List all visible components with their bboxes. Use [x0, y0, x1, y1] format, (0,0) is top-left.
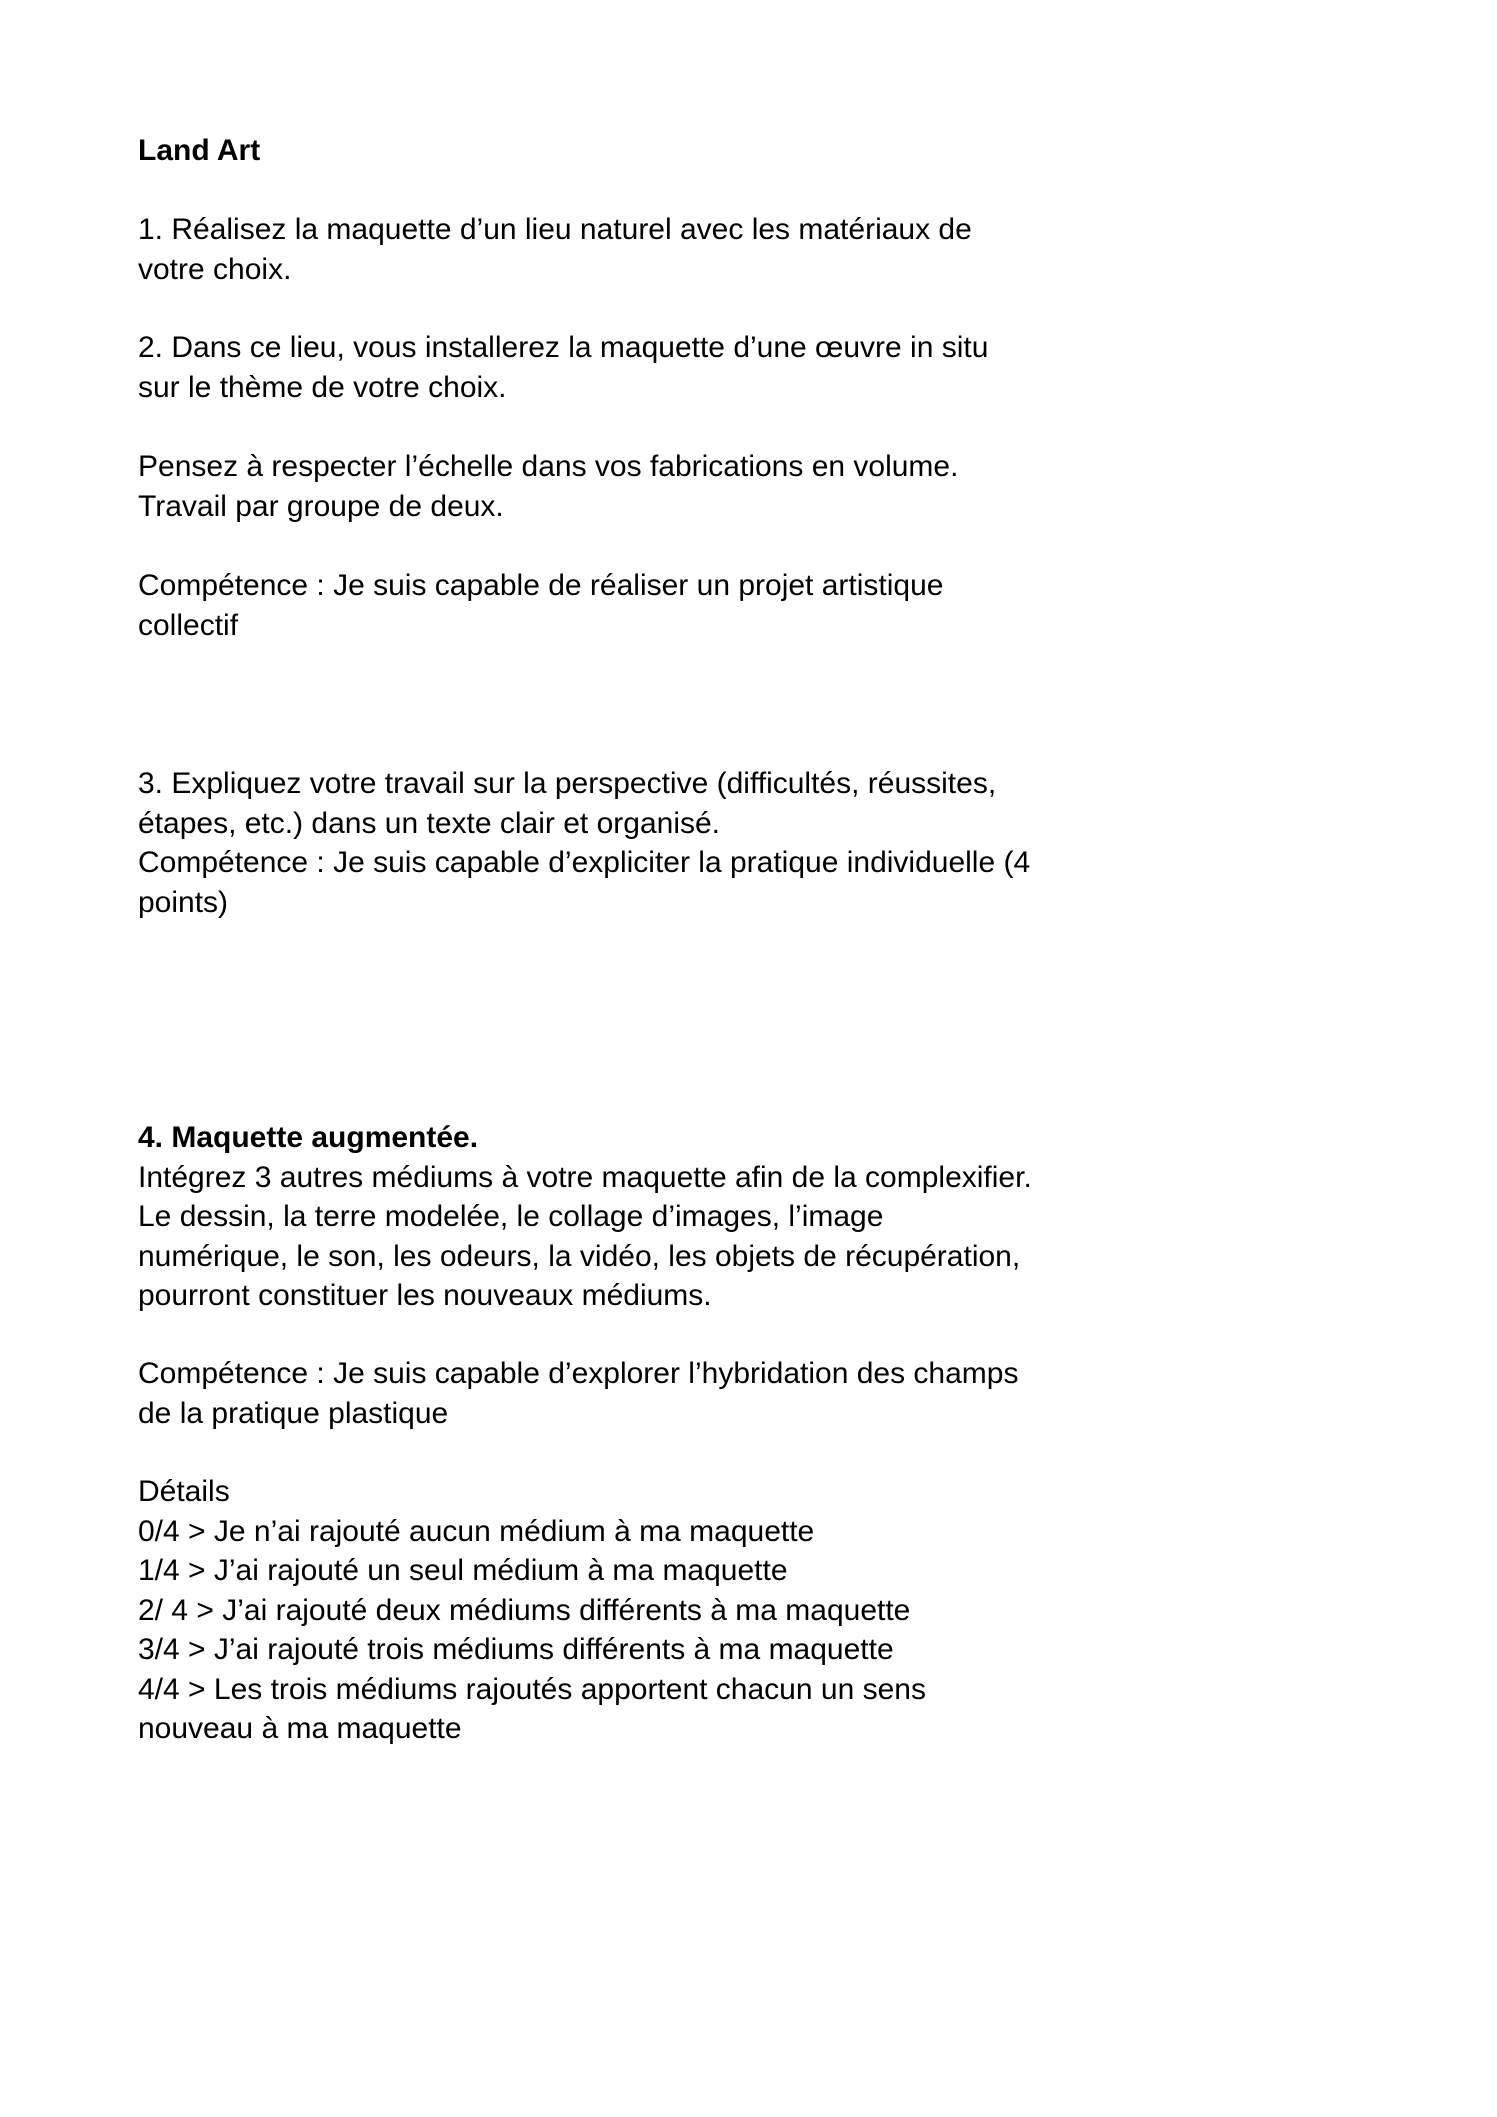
- step-2-line: sur le thème de votre choix.: [138, 370, 507, 404]
- step-2-line: 2. Dans ce lieu, vous installerez la maquette d’une œuvre in situ: [138, 331, 989, 364]
- step-4-line: Intégrez 3 autres médiums à votre maquette afin de la complexifier.: [138, 1160, 1032, 1194]
- step-3: [138, 764, 1138, 922]
- competence-3-line: Compétence : Je suis capable d’explorer l’hybridation des champs: [138, 1357, 1019, 1390]
- details-line: 1/4 > J’ai rajouté un seul médium à ma maquette: [138, 1554, 788, 1587]
- step-4-heading: 4. Maquette augmentée.: [138, 1121, 479, 1154]
- competence-3-line: de la pratique plastique: [138, 1396, 449, 1430]
- step-1-line: 1. Réalisez la maquette d’un lieu naturel avec les matériaux de: [138, 213, 972, 246]
- document-title: Land Art: [138, 134, 261, 167]
- details-line: 3/4 > J’ai rajouté trois médiums différents à ma maquette: [138, 1633, 894, 1666]
- step-4-line: numérique, le son, les odeurs, la vidéo, les objets de récupération,: [138, 1239, 1021, 1273]
- notes-line: Travail par groupe de deux.: [138, 489, 504, 523]
- step-3-line: 3. Expliquez votre travail sur la perspective (difficultés, réussites,: [138, 767, 997, 800]
- details-line: 0/4 > Je n’ai rajouté aucun médium à ma maquette: [138, 1514, 815, 1548]
- step-3-line: points): [138, 885, 229, 919]
- notes: [138, 447, 1138, 526]
- step-1: [138, 210, 1138, 289]
- details-line: 4/4 > Les trois médiums rajoutés apportent chacun un sens: [138, 1672, 926, 1706]
- step-1-line: votre choix.: [138, 252, 292, 286]
- competence-1-line: Compétence : Je suis capable de réaliser un projet artistique: [138, 569, 944, 602]
- step-4-line: Le dessin, la terre modelée, le collage d’images, l’image: [138, 1200, 884, 1233]
- step-3-line: étapes, etc.) dans un texte clair et organisé.: [138, 806, 720, 840]
- details-line: 2/ 4 > J’ai rajouté deux médiums différents à ma maquette: [138, 1593, 911, 1627]
- step-2: [138, 328, 1138, 407]
- step-4-line: pourront constituer les nouveaux médiums.: [138, 1279, 712, 1312]
- competence-3: [138, 1354, 1138, 1433]
- competence-1-line: collectif: [138, 608, 239, 642]
- step-3-line: Compétence : Je suis capable d’expliciter la pratique individuelle (4: [138, 846, 1031, 879]
- notes-line: Pensez à respecter l’échelle dans vos fabrications en volume.: [138, 450, 959, 483]
- competence-1: [138, 566, 1138, 645]
- details-heading: Détails: [138, 1475, 230, 1508]
- step-4: [138, 1118, 1138, 1316]
- title-block: [138, 131, 1138, 171]
- details-line: nouveau à ma maquette: [138, 1712, 462, 1745]
- details-section: [138, 1472, 1138, 1749]
